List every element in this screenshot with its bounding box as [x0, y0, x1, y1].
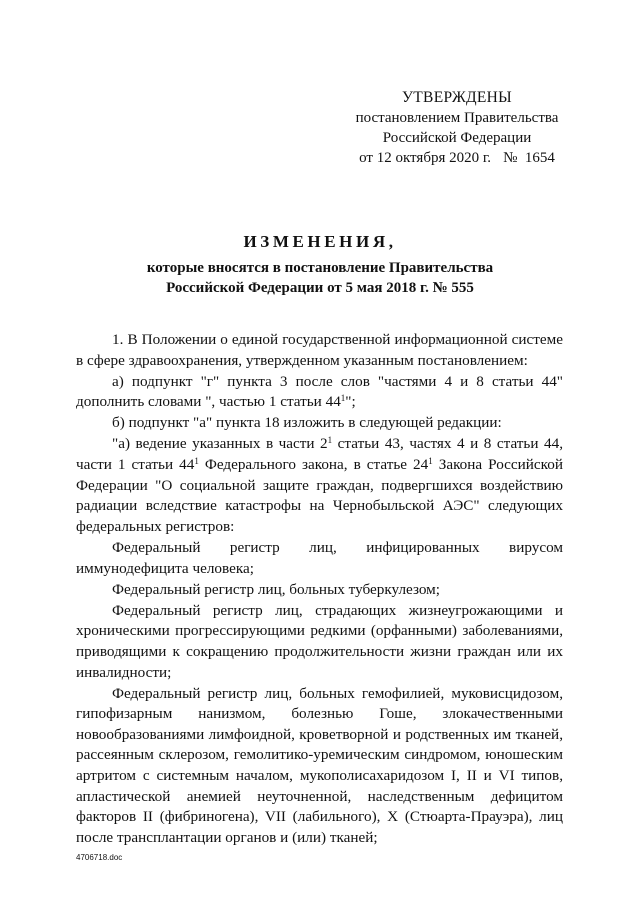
- paragraph-4-text-c: Федерального закона, в статье 24: [198, 456, 429, 474]
- approval-heading: УТВЕРЖДЕНЫ: [402, 89, 512, 106]
- approval-number-sign: №: [503, 150, 518, 166]
- paragraph-4: [76, 434, 563, 537]
- superscript: 1: [327, 435, 333, 446]
- paragraph-3: б) подпункт "а" пункта 18 изложить в следующей редакции:: [112, 414, 502, 432]
- superscript: 1: [428, 456, 433, 467]
- file-name-footer: 4706718.doc: [76, 853, 123, 862]
- subtitle-line-2: Российской Федерации от 5 мая 2018 г. № 555: [166, 280, 474, 296]
- paragraph-4-text-a: "а) ведение указанных в части 2: [112, 435, 328, 453]
- approval-line-1: постановлением Правительства: [355, 110, 559, 126]
- document-title: ИЗМЕНЕНИЯ,: [243, 232, 397, 251]
- approval-number: 1654: [524, 150, 555, 166]
- paragraph-5: Федеральный регистр лиц, инфицированных вирусом иммунодефицита человека;: [76, 538, 563, 577]
- superscript: 1: [340, 393, 346, 404]
- paragraph-8: Федеральный регистр лиц, больных гемофилией, муковисцидозом, гипофизарным нанизмом, болезнью Гоше, злокачественными новообразованиями лимфоидной, кроветворной и родственных им тканей, рассеянным склерозом, гемолитико-уремическим синдромом, юношеским артритом с системным началом, мукополисахаридозом I, II и VI типов, апластической анемией неуточненной, наследственным дефицитом факторов II (фибриногена), VII (лабильного), X (Стюарта-Прауэра), лиц после трансплантации органов и (или) тканей;: [76, 684, 563, 846]
- paragraph-1: 1. В Положении о единой государственной информационной системе в сфере здравоохранения, утвержденном указанным постановлением:: [76, 331, 563, 369]
- paragraph-7: Федеральный регистр лиц, страдающих жизнеугрожающими и хроническими прогрессирующими редкими (орфанными) заболеваниями, приводящими к сокращению продолжительности жизни граждан или их инвалидности;: [76, 601, 563, 681]
- paragraph-6: Федеральный регистр лиц, больных туберкулезом;: [112, 580, 440, 598]
- document-body: [76, 330, 563, 848]
- approval-line-2: Российской Федерации: [382, 130, 532, 146]
- approval-block: [346, 88, 568, 168]
- paragraph-4-text-d: Закона Российской Федерации "О социальной защите граждан, подвергшихся воздействию радиации вследствие катастрофы на Чернобыльской АЭС" следующих федеральных регистров:: [76, 456, 563, 535]
- approval-date: от 12 октября 2020 г.: [359, 150, 492, 166]
- paragraph-2-end: ";: [345, 393, 356, 411]
- approval-date-line: [346, 148, 568, 168]
- superscript: 1: [194, 456, 199, 467]
- document-subtitle: [0, 258, 640, 298]
- paragraph-4-text-b: статьи 43, частях 4 и 8 статьи 44, части 1 статьи 44: [76, 435, 564, 474]
- paragraph-2: [76, 372, 563, 413]
- paragraph-2-text: а) подпункт "г" пункта 3 после слов "частями 4 и 8 статьи 44" дополнить словами ", частью 1 статьи 44: [76, 372, 563, 411]
- subtitle-line-1: которые вносятся в постановление Правительства: [146, 260, 494, 276]
